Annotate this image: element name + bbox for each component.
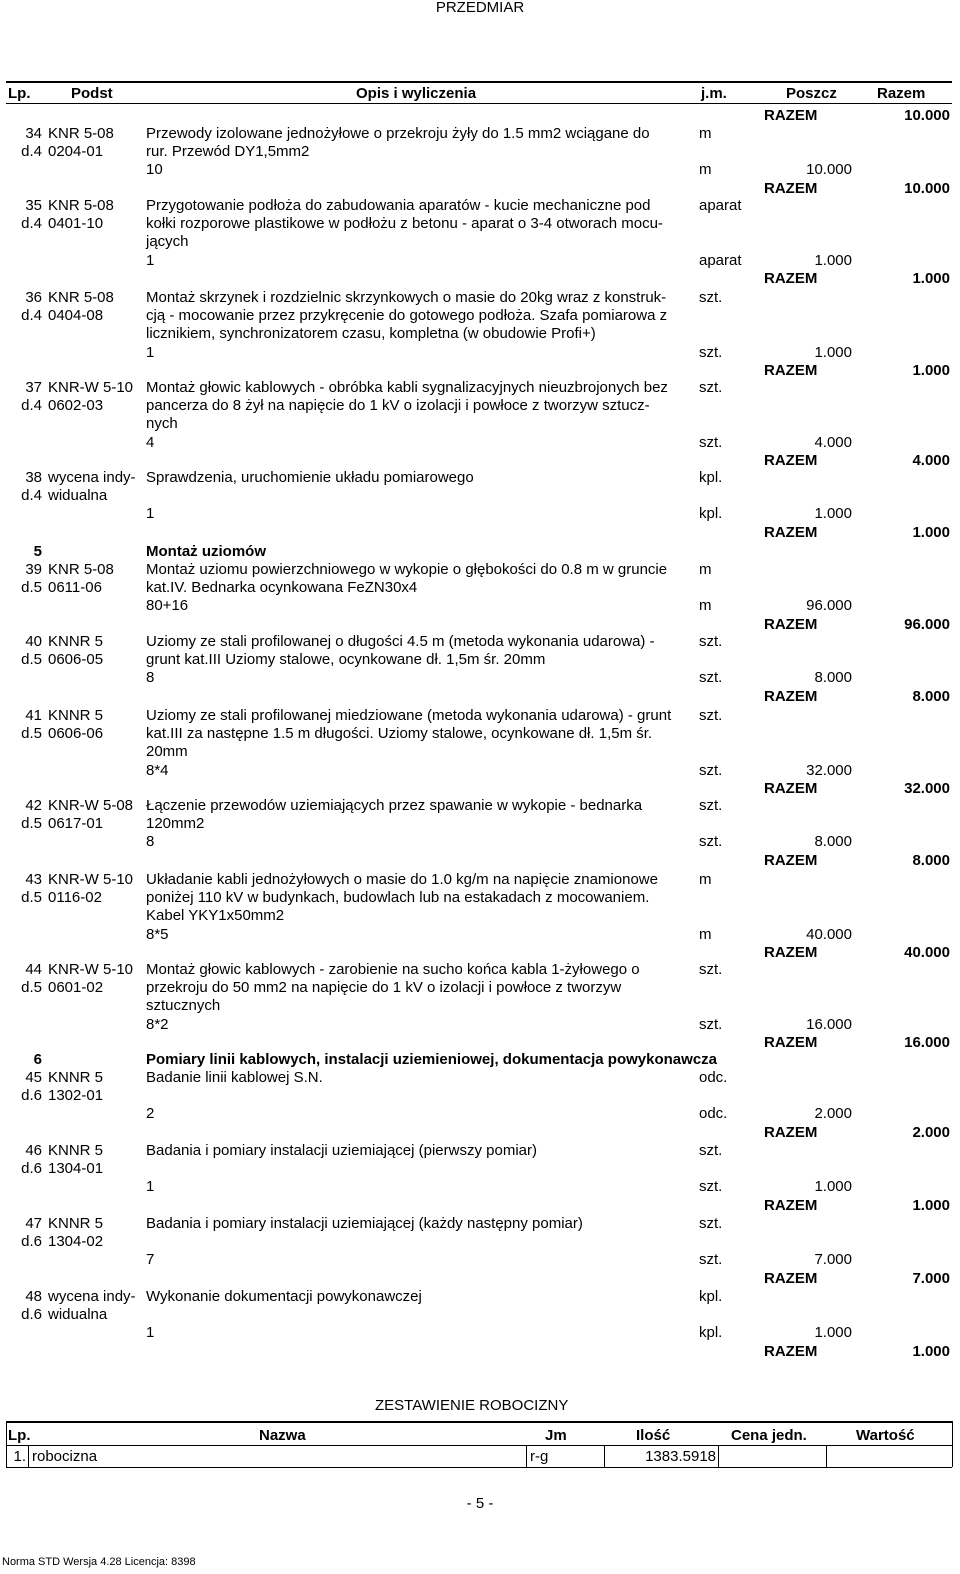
- summary-row-jm: r-g: [530, 1448, 549, 1465]
- header-lp: Lp.: [8, 85, 31, 102]
- item-calculation: 4: [146, 433, 155, 451]
- item-description: Badania i pomiary instalacji uziemiającej (każdy następny pomiar): [146, 1215, 583, 1232]
- header-opis: Opis i wyliczenia: [356, 85, 477, 102]
- item-description: licznikiem, synchronizatorem czasu, kompletna (w obudowie Profi+): [146, 325, 596, 343]
- item-calc-value: 8.000: [814, 669, 852, 687]
- item-calc-unit: odc.: [699, 1105, 728, 1123]
- item-calc-value: 8.000: [814, 833, 852, 851]
- item-description: sztucznych: [146, 997, 221, 1015]
- item-number: 37: [25, 379, 42, 396]
- item-basis: KNNR 5: [48, 1069, 104, 1086]
- item-section: d.5: [21, 815, 42, 833]
- summary-vline: [718, 1445, 719, 1467]
- item-razem-value: 8.000: [912, 687, 950, 705]
- item-calculation: 8*5: [146, 925, 169, 943]
- item-razem-label: RAZEM: [764, 451, 818, 469]
- item-description: jących: [146, 233, 189, 251]
- item-number: 36: [25, 289, 42, 306]
- item-razem-value: 40.000: [904, 943, 950, 961]
- item-calculation: 1: [146, 505, 155, 523]
- summary-header-jm: Jm: [545, 1427, 567, 1444]
- item-calculation: 8*2: [146, 1015, 169, 1033]
- item-calc-unit: aparat: [699, 251, 742, 269]
- item-section: d.5: [21, 979, 42, 997]
- item-section: d.5: [21, 579, 42, 597]
- item-razem-value: 10.000: [904, 179, 950, 197]
- item-razem-value: 4.000: [912, 451, 950, 469]
- item-calculation: 8: [146, 833, 155, 851]
- item-calc-value: 1.000: [814, 1178, 852, 1196]
- item-section: d.6: [21, 1087, 42, 1105]
- summary-header-nazwa: Nazwa: [259, 1427, 306, 1444]
- summary-vline: [826, 1445, 827, 1467]
- item-razem-label: RAZEM: [764, 1196, 818, 1214]
- item-basis: KNR-W 5-10: [48, 961, 134, 978]
- item-section: d.4: [21, 307, 42, 325]
- item-calculation: 1: [146, 1324, 155, 1342]
- item-calc-unit: szt.: [699, 669, 723, 687]
- item-calc-value: 40.000: [806, 925, 852, 943]
- section-title: Pomiary linii kablowych, instalacji uziemieniowej, dokumentacja powykonawcza: [146, 1051, 718, 1068]
- item-calc-unit: m: [699, 161, 712, 179]
- item-calculation: 8*4: [146, 761, 169, 779]
- header-jm: j.m.: [701, 85, 727, 102]
- header-razem: Razem: [877, 85, 926, 102]
- item-number: 48: [25, 1288, 42, 1305]
- item-razem-label: RAZEM: [764, 943, 818, 961]
- item-section: d.6: [21, 1306, 42, 1324]
- item-calculation: 2: [146, 1105, 155, 1123]
- item-razem-value: 1.000: [912, 361, 950, 379]
- item-basis-code: 0606-06: [48, 725, 104, 743]
- item-section: d.5: [21, 651, 42, 669]
- item-calc-unit: szt.: [699, 1251, 723, 1269]
- item-description: pancerza do 8 żył na napięcie do 1 kV o izolacji i powłoce z tworzyw sztucz-: [146, 397, 650, 415]
- item-basis-code: 1304-02: [48, 1233, 104, 1251]
- item-description: rur. Przewód DY1,5mm2: [146, 143, 310, 161]
- summary-header-wartosc: Wartość: [856, 1427, 915, 1444]
- item-razem-value: 96.000: [904, 615, 950, 633]
- item-number: 39: [25, 561, 42, 578]
- item-description: Montaż głowic kablowych - obróbka kabli sygnalizacyjnych nieuzbrojonych bez: [146, 379, 668, 396]
- item-number: 45: [25, 1069, 42, 1086]
- item-basis: KNNR 5: [48, 1215, 104, 1232]
- item-number: 38: [25, 469, 42, 486]
- item-razem-label: RAZEM: [764, 779, 818, 797]
- item-description: kat.IV. Bednarka ocynkowana FeZN30x4: [146, 579, 418, 597]
- summary-row-name: robocizna: [32, 1448, 98, 1465]
- item-calc-unit: kpl.: [699, 1324, 723, 1342]
- item-razem-value: 1.000: [912, 269, 950, 287]
- item-basis: KNNR 5: [48, 707, 104, 724]
- item-number: 42: [25, 797, 42, 814]
- item-description: Uziomy ze stali profilowanej o długości 4.5 m (metoda wykonania udarowa) -: [146, 633, 655, 650]
- item-razem-value: 2.000: [912, 1123, 950, 1141]
- item-description: cją - mocowanie przez przykręcenie do gotowego podłoża. Szafa pomiarowa z: [146, 307, 668, 325]
- item-razem-label: RAZEM: [764, 361, 818, 379]
- item-calc-unit: kpl.: [699, 505, 723, 523]
- item-description: nych: [146, 415, 178, 433]
- item-section: d.5: [21, 889, 42, 907]
- item-section: d.4: [21, 215, 42, 233]
- item-calc-unit: szt.: [699, 761, 723, 779]
- item-basis-code: 0116-02: [48, 889, 102, 907]
- item-calc-value: 1.000: [814, 251, 852, 269]
- item-calculation: 1: [146, 251, 155, 269]
- header-poszcz: Poszcz: [786, 85, 837, 102]
- item-razem-label: RAZEM: [764, 615, 818, 633]
- item-calc-unit: m: [699, 925, 712, 943]
- item-calculation: 1: [146, 343, 155, 361]
- summary-bottom-border: [6, 1467, 952, 1468]
- item-description: 120mm2: [146, 815, 205, 833]
- item-calculation: 80+16: [146, 597, 189, 615]
- item-basis: KNR 5-08: [48, 289, 114, 306]
- item-section: d.6: [21, 1160, 42, 1178]
- item-calc-value: 96.000: [806, 597, 852, 615]
- item-razem-label: RAZEM: [764, 687, 818, 705]
- item-description: Sprawdzenia, uruchomienie układu pomiarowego: [146, 469, 474, 486]
- item-section: d.4: [21, 487, 42, 505]
- page-number: - 5 -: [466, 1495, 494, 1512]
- item-unit: m: [699, 125, 712, 142]
- item-razem-label: RAZEM: [764, 179, 818, 197]
- item-number: 47: [25, 1215, 42, 1232]
- item-basis: KNNR 5: [48, 633, 104, 650]
- summary-row-lp: 1.: [13, 1448, 26, 1465]
- summary-title: ZESTAWIENIE ROBOCIZNY: [375, 1397, 569, 1414]
- item-unit: szt.: [699, 379, 723, 396]
- item-razem-value: 8.000: [912, 851, 950, 869]
- item-unit: kpl.: [699, 1288, 723, 1305]
- item-number: 34: [25, 125, 42, 142]
- item-unit: szt.: [699, 707, 723, 724]
- item-basis-code: 0602-03: [48, 397, 104, 415]
- item-unit: szt.: [699, 289, 723, 306]
- item-basis: KNR 5-08: [48, 125, 114, 142]
- item-calc-value: 2.000: [814, 1105, 852, 1123]
- item-calc-value: 32.000: [806, 761, 852, 779]
- item-section: d.4: [21, 397, 42, 415]
- item-calc-value: 7.000: [814, 1251, 852, 1269]
- item-razem-label: RAZEM: [764, 1269, 818, 1287]
- item-basis-code: 0617-01: [48, 815, 104, 833]
- item-unit: szt.: [699, 633, 723, 650]
- item-number: 44: [25, 961, 42, 978]
- item-description: Badania i pomiary instalacji uziemiającej (pierwszy pomiar): [146, 1142, 537, 1159]
- item-razem-value: 1.000: [912, 1342, 950, 1360]
- item-calculation: 8: [146, 669, 155, 687]
- item-razem-value: 16.000: [904, 1033, 950, 1051]
- header-bottom-border: [6, 103, 952, 104]
- item-calc-unit: szt.: [699, 343, 723, 361]
- item-razem-label: RAZEM: [764, 1033, 818, 1051]
- item-basis-code: widualna: [48, 487, 108, 505]
- item-calc-value: 4.000: [814, 433, 852, 451]
- summary-vline: [526, 1445, 527, 1467]
- item-number: 46: [25, 1142, 42, 1159]
- item-unit: szt.: [699, 1215, 723, 1232]
- summary-row-qty: 1383.5918: [645, 1448, 716, 1465]
- item-calc-unit: szt.: [699, 1015, 723, 1033]
- item-calc-value: 10.000: [806, 161, 852, 179]
- item-section: d.6: [21, 1233, 42, 1251]
- item-calc-unit: m: [699, 597, 712, 615]
- item-basis-code: 0204-01: [48, 143, 104, 161]
- item-calc-value: 1.000: [814, 505, 852, 523]
- document-title: PRZEDMIAR: [435, 0, 525, 16]
- item-description: Przewody izolowane jednożyłowe o przekroju żyły do 1.5 mm2 wciągane do: [146, 125, 650, 142]
- item-calc-unit: szt.: [699, 1178, 723, 1196]
- item-calc-unit: szt.: [699, 833, 723, 851]
- item-unit: szt.: [699, 961, 723, 978]
- item-section: d.4: [21, 143, 42, 161]
- item-basis-code: 1304-01: [48, 1160, 104, 1178]
- section-title: Montaż uziomów: [146, 543, 266, 560]
- item-calc-unit: szt.: [699, 433, 723, 451]
- item-basis: KNR 5-08: [48, 561, 114, 578]
- item-basis: wycena indy-: [48, 1288, 136, 1305]
- summary-header-lp: Lp.: [8, 1427, 31, 1444]
- item-description: Montaż skrzynek i rozdzielnic skrzynkowych o masie do 20kg wraz z konstruk-: [146, 289, 667, 306]
- item-razem-value: 1.000: [912, 523, 950, 541]
- item-description: Montaż głowic kablowych - zarobienie na sucho końca kabla 1-żyłowego o: [146, 961, 640, 978]
- item-unit: szt.: [699, 1142, 723, 1159]
- item-calculation: 1: [146, 1178, 155, 1196]
- item-description: Przygotowanie podłoża do zabudowania aparatów - kucie mechaniczne pod: [146, 197, 651, 214]
- item-calc-value: 1.000: [814, 1324, 852, 1342]
- item-description: przekroju do 50 mm2 na napięcie do 1 kV o izolacji i powłoce z tworzyw: [146, 979, 622, 997]
- item-description: Wykonanie dokumentacji powykonawczej: [146, 1288, 422, 1305]
- item-razem-label: RAZEM: [764, 851, 818, 869]
- item-basis: wycena indy-: [48, 469, 136, 486]
- item-razem-label: RAZEM: [764, 1123, 818, 1141]
- footer-license: Norma STD Wersja 4.28 Licencja: 8398: [2, 1556, 196, 1568]
- item-number: 41: [25, 707, 42, 724]
- item-basis-code: 0601-02: [48, 979, 104, 997]
- item-calculation: 7: [146, 1251, 155, 1269]
- item-basis-code: 0401-10: [48, 215, 104, 233]
- section-number: 6: [33, 1051, 42, 1068]
- item-razem-label: RAZEM: [764, 1342, 818, 1360]
- summary-header-ilosc: Ilość: [636, 1427, 671, 1444]
- item-unit: kpl.: [699, 469, 723, 486]
- item-description: grunt kat.III Uziomy stalowe, ocynkowane dł. 1,5m śr. 20mm: [146, 651, 546, 669]
- item-description: Kabel YKY1x50mm2: [146, 907, 285, 925]
- item-number: 35: [25, 197, 42, 214]
- item-basis-code: 0606-05: [48, 651, 104, 669]
- item-razem-value: 1.000: [912, 1196, 950, 1214]
- item-description: poniżej 110 kV w budynkach, budowlach lub na estakadach z mocowaniem.: [146, 889, 650, 907]
- item-unit: aparat: [699, 197, 742, 214]
- item-unit: szt.: [699, 797, 723, 814]
- header-top-border: [6, 81, 952, 83]
- item-number: 43: [25, 871, 42, 888]
- item-razem-label: RAZEM: [764, 269, 818, 287]
- summary-header-border: [6, 1445, 952, 1446]
- item-basis: KNR 5-08: [48, 197, 114, 214]
- summary-vline: [28, 1445, 29, 1467]
- item-description: Montaż uziomu powierzchniowego w wykopie o głębokości do 0.8 m w gruncie: [146, 561, 668, 578]
- summary-top-border: [6, 1421, 952, 1423]
- item-section: d.5: [21, 725, 42, 743]
- item-description: 20mm: [146, 743, 188, 761]
- item-basis: KNR-W 5-10: [48, 871, 134, 888]
- item-description: Badanie linii kablowej S.N.: [146, 1069, 323, 1086]
- item-razem-label: RAZEM: [764, 523, 818, 541]
- item-unit: m: [699, 871, 712, 888]
- item-razem-value: 32.000: [904, 779, 950, 797]
- item-basis-code: 0404-08: [48, 307, 104, 325]
- item-basis-code: 0611-06: [48, 579, 102, 597]
- item-basis: KNR-W 5-08: [48, 797, 134, 814]
- item-description: Łączenie przewodów uziemiających przez spawanie w wykopie - bednarka: [146, 797, 643, 814]
- item-razem-value: 7.000: [912, 1269, 950, 1287]
- summary-header-cena: Cena jedn.: [731, 1427, 807, 1444]
- item-basis-code: widualna: [48, 1306, 108, 1324]
- item-basis-code: 1302-01: [48, 1087, 104, 1105]
- item-calc-value: 16.000: [806, 1015, 852, 1033]
- item-basis: KNNR 5: [48, 1142, 104, 1159]
- header-podst: Podst: [71, 85, 113, 102]
- item-number: 40: [25, 633, 42, 650]
- top-razem-value: 10.000: [904, 107, 950, 124]
- item-description: Uziomy ze stali profilowanej miedziowane (metoda wykonania udarowa) - grunt: [146, 707, 672, 724]
- item-unit: odc.: [699, 1069, 728, 1086]
- item-unit: m: [699, 561, 712, 578]
- section-number: 5: [33, 543, 42, 560]
- summary-vline: [952, 1421, 953, 1467]
- item-description: Układanie kabli jednożyłowych o masie do 1.0 kg/m na napięcie znamionowe: [146, 871, 658, 888]
- top-razem-label: RAZEM: [764, 107, 818, 124]
- item-basis: KNR-W 5-10: [48, 379, 134, 396]
- item-calc-value: 1.000: [814, 343, 852, 361]
- item-description: kołki rozporowe plastikowe w podłożu z betonu - aparat o 3-4 otworach mocu-: [146, 215, 663, 233]
- item-description: kat.III za następne 1.5 m długości. Uziomy stalowe, ocynkowane dł. 1,5m śr.: [146, 725, 653, 743]
- item-calculation: 10: [146, 161, 163, 179]
